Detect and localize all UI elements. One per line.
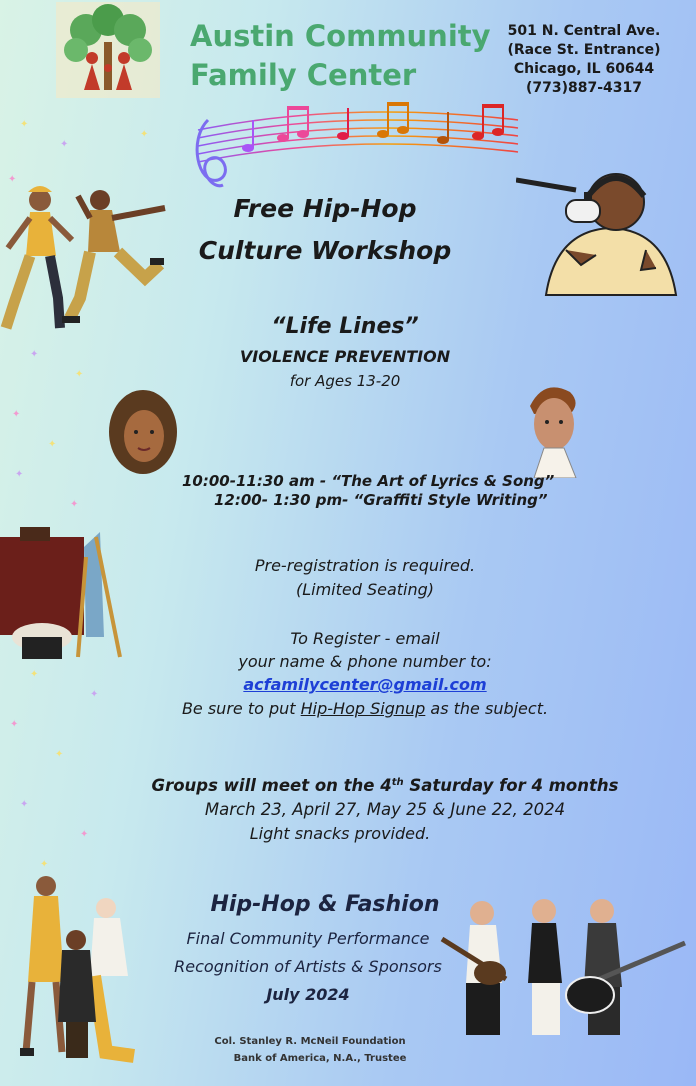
subject-prefix: Be sure to put bbox=[181, 699, 296, 718]
organization-name bbox=[190, 17, 491, 95]
finale-title: Hip-Hop & Fashion bbox=[210, 892, 440, 917]
meeting-frequency bbox=[110, 776, 660, 795]
meeting-text-b: Saturday for 4 months bbox=[409, 776, 619, 795]
finale-performance: Final Community Performance bbox=[186, 929, 430, 948]
age-range: for Ages 13-20 bbox=[289, 372, 401, 390]
boy-portrait-illustration bbox=[514, 378, 594, 478]
address-phone: (773)887-4317 bbox=[525, 80, 643, 96]
schedule-item-2: 12:00- 1:30 pm- “Graffiti Style Writing” bbox=[214, 491, 548, 509]
finale-date: July 2024 bbox=[266, 985, 350, 1004]
ordinal-suffix: th bbox=[391, 777, 404, 788]
title-line-2: Culture Workshop bbox=[198, 236, 452, 265]
address-city: Chicago, IL 60644 bbox=[513, 61, 655, 77]
subject-text: Hip-Hop Signup bbox=[300, 699, 426, 718]
sponsor-foundation: Col. Stanley R. McNeil Foundation bbox=[214, 1036, 406, 1047]
subject-suffix: as the subject. bbox=[430, 699, 549, 718]
title-line-1: Free Hip-Hop bbox=[233, 194, 417, 223]
program-subtitle: VIOLENCE PREVENTION bbox=[239, 347, 451, 366]
address-entrance: (Race St. Entrance) bbox=[507, 42, 661, 58]
podcaster-illustration bbox=[516, 160, 686, 300]
meeting-dates: March 23, April 27, May 25 & June 22, 2024 bbox=[204, 800, 566, 819]
snacks-note: Light snacks provided. bbox=[249, 824, 431, 843]
register-instructions: your name & phone number to: bbox=[238, 652, 492, 671]
limited-seating: (Limited Seating) bbox=[295, 580, 435, 599]
to-register-label: To Register - email bbox=[290, 629, 440, 648]
workshop-title bbox=[170, 188, 480, 272]
program-name: “Life Lines” bbox=[271, 314, 419, 339]
preregistration-required: Pre-registration is required. bbox=[254, 556, 476, 575]
schedule-item-1: 10:00-11:30 am - “The Art of Lyrics & Song” bbox=[182, 472, 555, 490]
painter-easel-illustration bbox=[0, 527, 126, 662]
subject-instructions bbox=[120, 699, 610, 718]
meeting-text-a: Groups will meet on the 4 bbox=[151, 776, 392, 795]
dancers-illustration bbox=[0, 178, 175, 343]
music-notes-illustration bbox=[178, 90, 528, 200]
finale-recognition: Recognition of Artists & Sponsors bbox=[174, 957, 442, 976]
sponsor-bank: Bank of America, N.A., Trustee bbox=[233, 1053, 407, 1064]
girl-portrait-illustration bbox=[106, 388, 180, 480]
fashion-group-illustration bbox=[10, 872, 170, 1064]
address-block bbox=[500, 22, 668, 98]
address-street: 501 N. Central Ave. bbox=[507, 23, 661, 39]
family-tree-logo bbox=[56, 2, 160, 98]
org-line-1: Austin Community bbox=[190, 19, 491, 53]
org-line-2: Family Center bbox=[190, 58, 417, 92]
registration-email-link[interactable]: acfamilycenter@gmail.com bbox=[243, 675, 487, 694]
